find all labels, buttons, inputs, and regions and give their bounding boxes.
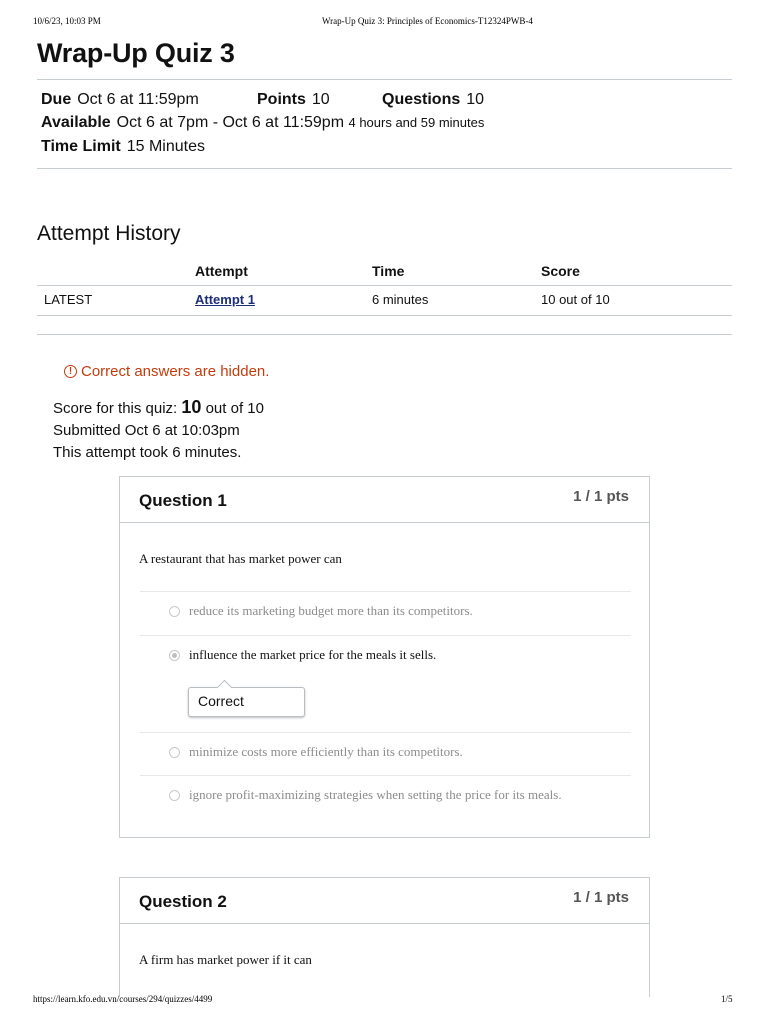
page-title: Wrap-Up Quiz 3 bbox=[37, 38, 235, 68]
column-header-attempt: Attempt bbox=[195, 263, 248, 279]
attempt-history-heading: Attempt History bbox=[37, 222, 181, 245]
points-label: Points bbox=[257, 91, 306, 108]
time-limit-label: Time Limit bbox=[41, 138, 121, 155]
question-header bbox=[120, 477, 649, 523]
due-label: Due bbox=[41, 91, 72, 108]
attempt-link[interactable]: Attempt 1 bbox=[195, 292, 255, 307]
hidden-answers-notice bbox=[64, 363, 269, 380]
answer-option bbox=[140, 591, 631, 636]
table-divider bbox=[37, 315, 732, 316]
divider bbox=[37, 168, 732, 169]
question-points: 1 / 1 pts bbox=[573, 889, 629, 906]
answer-text: ignore profit-maximizing strategies when setting the price for its meals. bbox=[189, 787, 562, 802]
quiz-score bbox=[53, 397, 264, 418]
answer-text: minimize costs more efficiently than its competitors. bbox=[189, 744, 463, 759]
submitted-time: Submitted Oct 6 at 10:03pm bbox=[53, 422, 240, 439]
column-header-score: Score bbox=[541, 263, 580, 279]
points-info bbox=[257, 91, 330, 109]
score-value: 10 bbox=[181, 397, 202, 417]
print-doc-title: Wrap-Up Quiz 3: Principles of Economics-T12324PWB-4 bbox=[322, 16, 533, 26]
available-label: Available bbox=[41, 114, 111, 131]
available-duration: 4 hours and 59 minutes bbox=[348, 115, 485, 130]
question-card bbox=[119, 476, 650, 838]
question-points: 1 / 1 pts bbox=[573, 488, 629, 505]
radio-button bbox=[169, 790, 180, 801]
score-prefix: Score for this quiz: bbox=[53, 400, 178, 417]
available-info bbox=[41, 114, 484, 132]
due-info bbox=[41, 91, 199, 109]
answer-option-selected bbox=[140, 635, 631, 733]
questions-label: Questions bbox=[382, 91, 461, 108]
question-text: A firm has market power if it can bbox=[139, 952, 312, 967]
radio-button bbox=[169, 747, 180, 758]
attempt-duration: This attempt took 6 minutes. bbox=[53, 444, 242, 461]
alert-circle-icon: ! bbox=[64, 365, 77, 378]
points-value: 10 bbox=[311, 91, 330, 108]
divider bbox=[37, 79, 732, 80]
print-page-number: 1/5 bbox=[721, 994, 733, 1004]
table-divider bbox=[37, 285, 732, 286]
radio-button-selected bbox=[169, 650, 180, 661]
question-card bbox=[119, 877, 650, 997]
question-header bbox=[120, 878, 649, 924]
attempt-score: 10 out of 10 bbox=[541, 292, 610, 307]
print-datetime: 10/6/23, 10:03 PM bbox=[33, 16, 101, 26]
row-label: LATEST bbox=[44, 292, 93, 307]
question-title: Question 2 bbox=[139, 892, 227, 911]
time-limit-value: 15 Minutes bbox=[126, 138, 205, 155]
attempt-time: 6 minutes bbox=[372, 292, 429, 307]
answer-option bbox=[140, 775, 631, 820]
questions-info bbox=[382, 91, 484, 109]
radio-button bbox=[169, 606, 180, 617]
answer-text: influence the market price for the meals it sells. bbox=[189, 647, 437, 662]
print-url: https://learn.kfo.edu.vn/courses/294/quizzes/4499 bbox=[33, 994, 213, 1004]
time-limit-info bbox=[41, 138, 205, 156]
column-header-time: Time bbox=[372, 263, 405, 279]
divider bbox=[37, 334, 732, 335]
correct-feedback-tag: Correct bbox=[188, 687, 305, 717]
questions-value: 10 bbox=[466, 91, 485, 108]
answer-text: reduce its marketing budget more than its competitors. bbox=[189, 603, 473, 618]
score-suffix: out of 10 bbox=[205, 400, 264, 417]
question-text: A restaurant that has market power can bbox=[139, 551, 342, 566]
notice-text: Correct answers are hidden. bbox=[81, 363, 270, 380]
due-value: Oct 6 at 11:59pm bbox=[77, 91, 199, 108]
question-title: Question 1 bbox=[139, 491, 227, 510]
available-value: Oct 6 at 7pm - Oct 6 at 11:59pm bbox=[116, 114, 345, 131]
answer-option bbox=[140, 732, 631, 776]
